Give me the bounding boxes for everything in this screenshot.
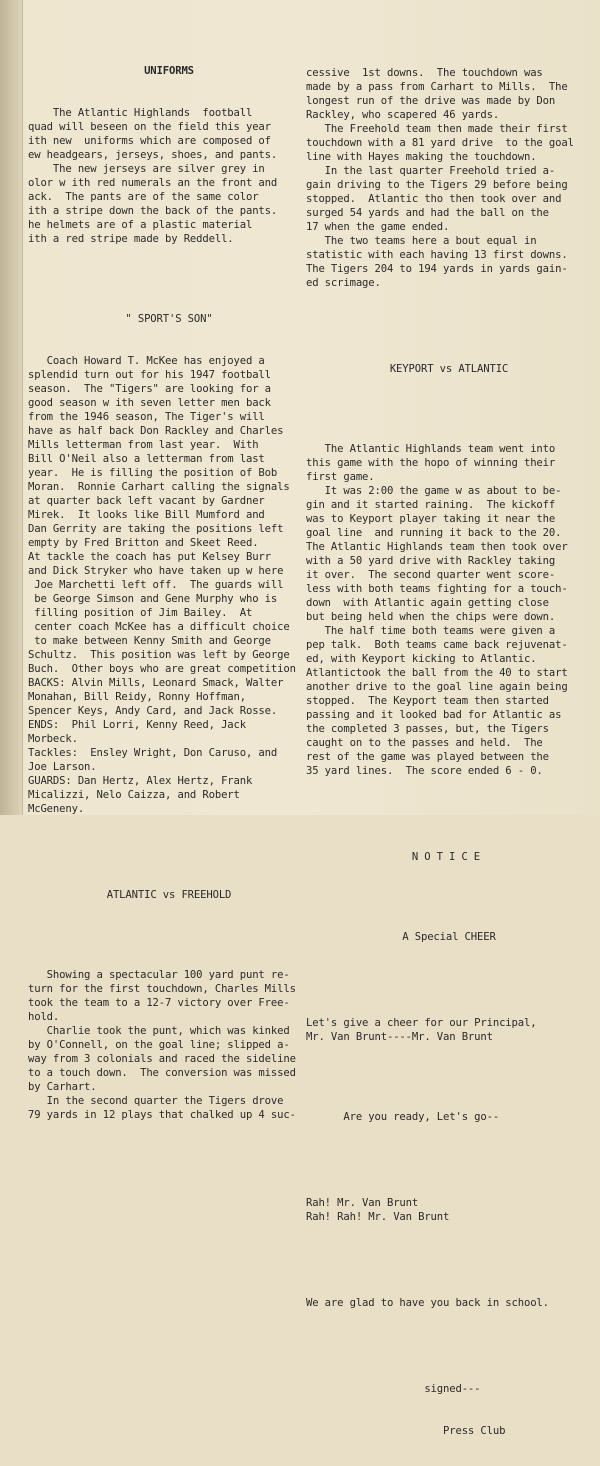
text-line: BACKS: Alvin Mills, Leonard Smack, Walter xyxy=(28,677,284,689)
text-line: longest run of the drive was made by Don xyxy=(306,95,556,107)
freehold-heading: ATLANTIC vs FREEHOLD xyxy=(106,889,232,901)
text-line: down with Atlantic again getting close xyxy=(306,597,549,609)
text-line: Mirek. It looks like Bill Mumford and xyxy=(28,509,265,521)
text-line: he helmets are of a plastic material xyxy=(28,219,253,231)
are-you-ready-line: Are you ready, Let's go-- xyxy=(306,1111,500,1123)
text-line: was to Keyport player taking it near the xyxy=(306,513,556,525)
text-line: pep talk. Both teams came back rejuvenat- xyxy=(306,639,568,651)
text-line: The Tigers 204 to 194 yards in yards gain- xyxy=(306,263,568,275)
text-line: The two teams here a bout equal in xyxy=(306,235,537,247)
text-line: to make between Kenny Smith and George xyxy=(28,635,271,647)
sports-son-heading: " SPORT'S SON" xyxy=(125,313,213,325)
text-line: Micalizzi, Nelo Caizza, and Robert xyxy=(28,789,240,801)
text-line: year. He is filling the position of Bob xyxy=(28,467,278,479)
text-line: The half time both teams were given a xyxy=(306,625,556,637)
sports-son-body xyxy=(28,354,310,816)
text-line: be George Simson and Gene Murphy who is xyxy=(28,593,278,605)
glad-line: We are glad to have you back in school. xyxy=(306,1297,549,1309)
text-line: this game with the hopo of winning their xyxy=(306,457,556,469)
text-line: it over. The second quarter went score- xyxy=(306,569,556,581)
text-line: At tackle the coach has put Kelsey Burr xyxy=(28,551,271,563)
text-line: made by a pass from Carhart to Mills. The xyxy=(306,81,568,93)
text-line: rest of the game was played between the xyxy=(306,751,549,763)
text-line: ed scrimage. xyxy=(306,277,381,289)
text-line: less with both teams fighting for a touch- xyxy=(306,583,568,595)
keyport-body xyxy=(306,442,592,778)
freehold-body xyxy=(28,968,310,1122)
text-line: by Carhart. xyxy=(28,1081,97,1093)
text-line: Joe Larson. xyxy=(28,761,97,773)
left-column xyxy=(28,36,310,1150)
text-line: It was 2:00 the game w as about to be- xyxy=(306,485,562,497)
text-line: to a touch down. The conversion was missed xyxy=(28,1067,296,1079)
text-line: by O'Connell, on the goal line; slipped a- xyxy=(28,1039,290,1051)
uniforms-body xyxy=(28,106,310,246)
text-line: season. The "Tigers" are looking for a xyxy=(28,383,271,395)
text-line: Monahan, Bill Reidy, Ronny Hoffman, xyxy=(28,691,246,703)
text-line: Rah! Rah! Mr. Van Brunt xyxy=(306,1211,450,1223)
text-line: surged 54 yards and had the ball on the xyxy=(306,207,549,219)
uniforms-heading: UNIFORMS xyxy=(144,65,194,77)
text-line: olor w ith red numerals an the front and xyxy=(28,177,278,189)
text-line: ack. The pants are of the same color xyxy=(28,191,259,203)
text-line: the completed 3 passes, but, the Tigers xyxy=(306,723,549,735)
text-line: touchdown with a 81 yard drive to the goal xyxy=(306,137,574,149)
text-line: from the 1946 season, The Tiger's will xyxy=(28,411,265,423)
text-line: ew headgears, jerseys, shoes, and pants. xyxy=(28,149,278,161)
text-line: cessive 1st downs. The touchdown was xyxy=(306,67,543,79)
text-line: stopped. Atlantic tho then took over and xyxy=(306,193,562,205)
text-line: Spencer Keys, Andy Card, and Jack Rosse. xyxy=(28,705,278,717)
text-line: turn for the first touchdown, Charles Mills xyxy=(28,983,296,995)
text-line: The Atlantic Highlands team then took over xyxy=(306,541,568,553)
cheer-lines-1 xyxy=(306,1016,592,1044)
text-line: Schultz. This position was left by George xyxy=(28,649,290,661)
text-line: Morbeck. xyxy=(28,733,78,745)
text-line: Rackley, who scapered 46 yards. xyxy=(306,109,500,121)
page-binding-edge xyxy=(0,0,23,815)
keyport-heading: KEYPORT vs ATLANTIC xyxy=(389,363,509,375)
text-line: passing and it looked bad for Atlantic as xyxy=(306,709,562,721)
text-line: ith a red stripe made by Reddell. xyxy=(28,233,234,245)
text-line: GUARDS: Dan Hertz, Alex Hertz, Frank xyxy=(28,775,253,787)
text-line: Charlie took the punt, which was kinked xyxy=(28,1025,290,1037)
freehold-continued-body xyxy=(306,66,592,290)
text-line: splendid turn out for his 1947 football xyxy=(28,369,271,381)
text-line: center coach McKee has a difficult choice xyxy=(28,621,290,633)
text-line: goal line and running it back to the 20. xyxy=(306,527,562,539)
text-line: Moran. Ronnie Carhart calling the signals xyxy=(28,481,290,493)
special-cheer-heading: A Special CHEER xyxy=(402,931,496,943)
text-line: Bill O'Neil also a letterman from last xyxy=(28,453,265,465)
text-line: empty by Fred Britton and Skeet Reed. xyxy=(28,537,259,549)
text-line: The new jerseys are silver grey in xyxy=(28,163,265,175)
text-line: Let's give a cheer for our Principal, xyxy=(306,1017,537,1029)
right-column xyxy=(306,38,592,1466)
text-line: Coach Howard T. McKee has enjoyed a xyxy=(28,355,265,367)
text-line: The Freehold team then made their first xyxy=(306,123,568,135)
text-line: caught on to the passes and held. The xyxy=(306,737,543,749)
text-line: took the team to a 12-7 victory over Free- xyxy=(28,997,290,1009)
text-line: hold. xyxy=(28,1011,60,1023)
text-line: gain driving to the Tigers 29 before being xyxy=(306,179,568,191)
text-line: statistic with each having 13 first downs. xyxy=(306,249,568,261)
text-line: 79 yards in 12 plays that chalked up 4 suc- xyxy=(28,1109,296,1121)
text-line: line with Hayes making the touchdown. xyxy=(306,151,537,163)
press-club-line: Press Club xyxy=(306,1425,506,1437)
signed-line: signed--- xyxy=(306,1383,481,1395)
text-line: Mr. Van Brunt----Mr. Van Brunt xyxy=(306,1031,493,1043)
text-line: Dan Gerrity are taking the positions left xyxy=(28,523,284,535)
text-line: have as half back Don Rackley and Charles xyxy=(28,425,284,437)
cheer-lines-2 xyxy=(306,1196,592,1224)
text-line: Atlantictook the ball from the 40 to start xyxy=(306,667,568,679)
text-line: 35 yard lines. The score ended 6 - 0. xyxy=(306,765,543,777)
text-line: ith new uniforms which are composed of xyxy=(28,135,271,147)
text-line: Tackles: Ensley Wright, Don Caruso, and xyxy=(28,747,278,759)
text-line: ed, with Keyport kicking to Atlantic. xyxy=(306,653,537,665)
text-line: ith a stripe down the back of the pants. xyxy=(28,205,278,217)
text-line: ENDS: Phil Lorri, Kenny Reed, Jack xyxy=(28,719,246,731)
text-line: Mills letterman from last year. With xyxy=(28,439,259,451)
text-line: filling position of Jim Bailey. At xyxy=(28,607,253,619)
text-line: The Atlantic Highlands team went into xyxy=(306,443,556,455)
notice-heading: NOTICE xyxy=(411,851,487,863)
text-line: quad will beseen on the field this year xyxy=(28,121,271,133)
text-line: stopped. The Keyport team then started xyxy=(306,695,549,707)
text-line: first game. xyxy=(306,471,375,483)
text-line: but being held when the chips were down. xyxy=(306,611,556,623)
text-line: good season w ith seven letter men back xyxy=(28,397,271,409)
text-line: way from 3 colonials and raced the sideline xyxy=(28,1053,296,1065)
text-line: at quarter back left vacant by Gardner xyxy=(28,495,265,507)
text-line: The Atlantic Highlands football xyxy=(28,107,253,119)
text-line: Buch. Other boys who are great competition xyxy=(28,663,296,675)
text-line: McGeneny. xyxy=(28,803,85,815)
text-line: In the second quarter the Tigers drove xyxy=(28,1095,284,1107)
text-line: another drive to the goal line again being xyxy=(306,681,568,693)
text-line: Rah! Mr. Van Brunt xyxy=(306,1197,419,1209)
text-line: In the last quarter Freehold tried a- xyxy=(306,165,556,177)
text-line: and Dick Stryker who have taken up w here xyxy=(28,565,284,577)
text-line: Showing a spectacular 100 yard punt re- xyxy=(28,969,290,981)
text-line: 17 when the game ended. xyxy=(306,221,450,233)
text-line: gin and it started raining. The kickoff xyxy=(306,499,556,511)
text-line: Joe Marchetti left off. The guards will xyxy=(28,579,284,591)
text-line: with a 50 yard drive with Rackley taking xyxy=(306,555,556,567)
